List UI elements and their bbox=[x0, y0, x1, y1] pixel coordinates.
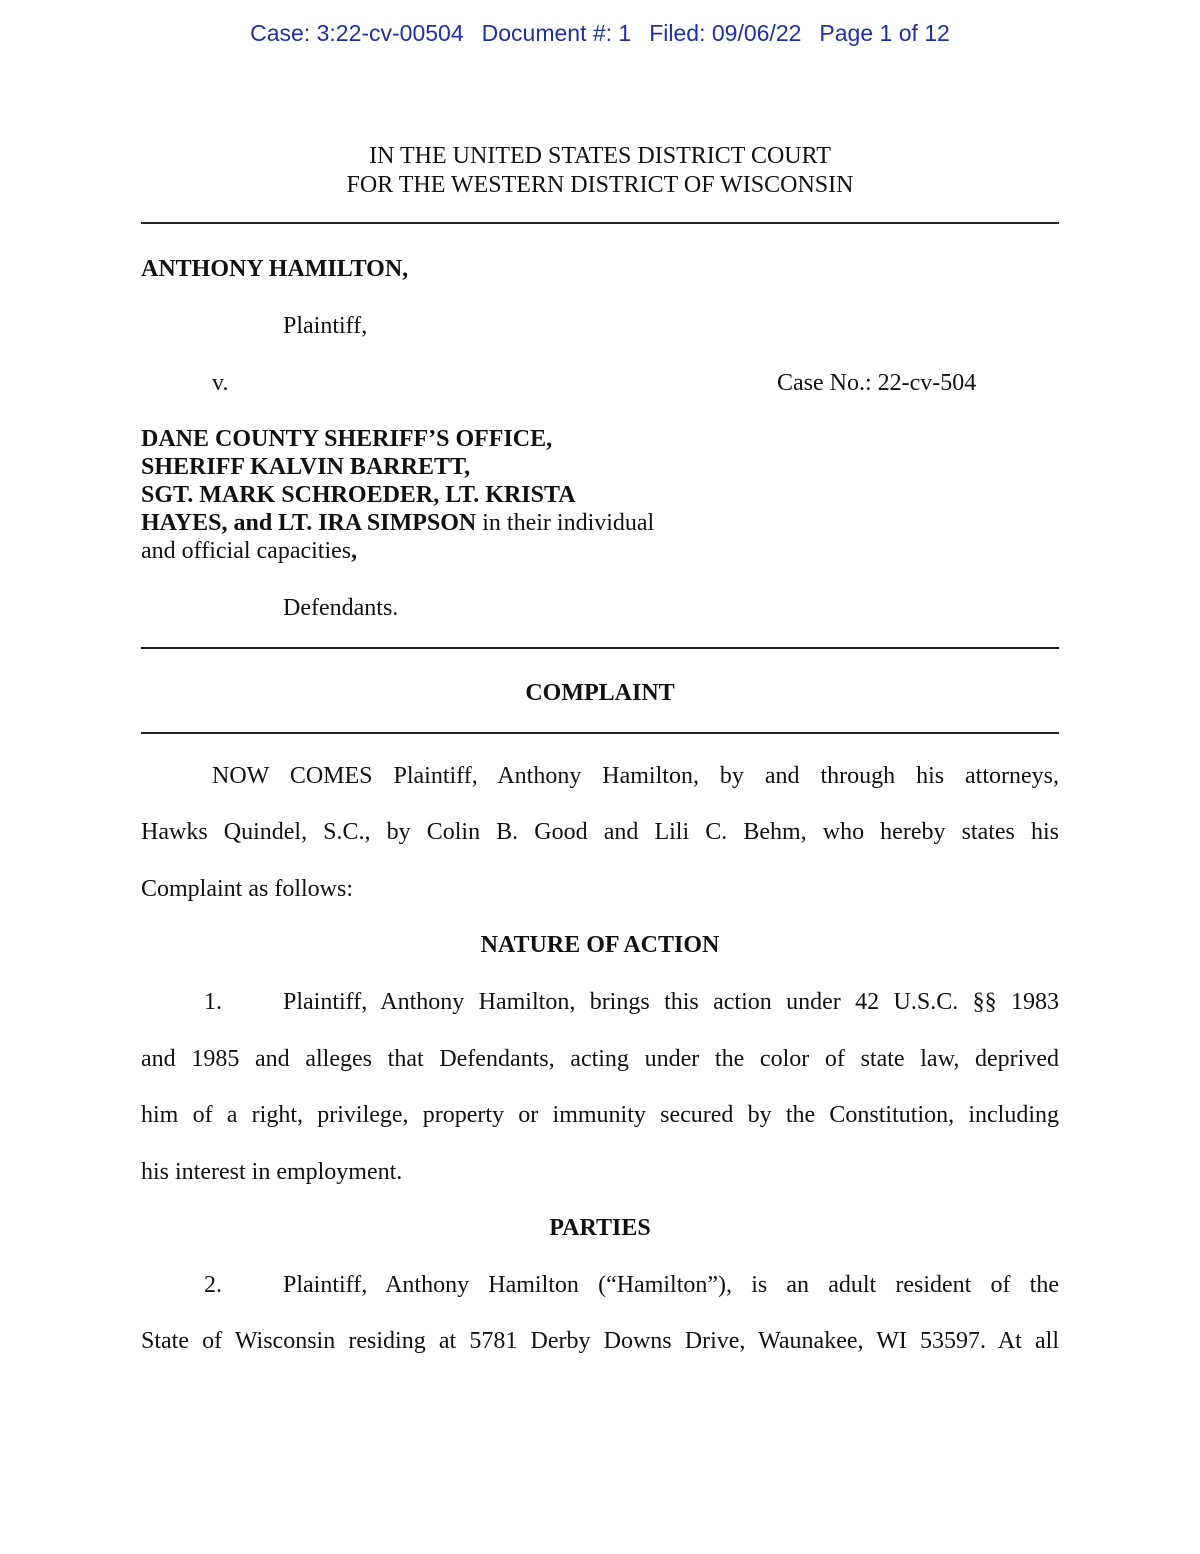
defendant-line-3: SGT. MARK SCHROEDER, LT. KRISTA bbox=[141, 482, 576, 508]
defendant-line-2: SHERIFF KALVIN BARRETT, bbox=[141, 454, 471, 480]
defendant-line-1: DANE COUNTY SHERIFF’S OFFICE, bbox=[141, 426, 553, 452]
defendant-line-5 bbox=[141, 538, 357, 565]
document-title: COMPLAINT bbox=[525, 680, 675, 706]
paragraph-2-number: 2. bbox=[204, 1272, 222, 1298]
defendant-line-4-capacity: in their individual bbox=[476, 510, 655, 536]
divider-bottom bbox=[141, 732, 1059, 734]
plaintiff-name: ANTHONY HAMILTON, bbox=[141, 256, 409, 282]
paragraph-1-number: 1. bbox=[204, 989, 222, 1015]
stamp-document-number: Document #: 1 bbox=[481, 20, 632, 46]
paragraph-1-line-1: Plaintiff, Anthony Hamilton, brings this action under 42 U.S.C. §§ 1983 bbox=[283, 989, 1059, 1015]
defendant-line-5-text: and official capacities bbox=[141, 538, 352, 564]
stamp-case-number: Case: 3:22-cv-00504 bbox=[250, 20, 464, 46]
versus: v. bbox=[212, 370, 229, 396]
section-heading-parties: PARTIES bbox=[549, 1215, 651, 1241]
section-heading-nature-of-action: NATURE OF ACTION bbox=[480, 932, 720, 958]
paragraph-2-line-1: Plaintiff, Anthony Hamilton (“Hamilton”), is an adult resident of the bbox=[283, 1272, 1059, 1298]
divider-top bbox=[141, 222, 1059, 224]
defendant-line-4-names: HAYES, and LT. IRA SIMPSON bbox=[141, 510, 477, 536]
paragraph-2-line-2: State of Wisconsin residing at 5781 Derby Downs Drive, Waunakee, WI 53597. At all bbox=[141, 1328, 1059, 1354]
intro-line-1: NOW COMES Plaintiff, Anthony Hamilton, by and through his attorneys, bbox=[212, 763, 1059, 789]
intro-line-2: Hawks Quindel, S.C., by Colin B. Good and Lili C. Behm, who hereby states his bbox=[141, 819, 1059, 845]
defendant-line-5-comma: , bbox=[351, 538, 358, 564]
ecf-header-stamp bbox=[0, 20, 1200, 47]
intro-line-3: Complaint as follows: bbox=[141, 876, 353, 902]
court-heading-line-2: FOR THE WESTERN DISTRICT OF WISCONSIN bbox=[346, 172, 854, 198]
defendant-line-4 bbox=[141, 510, 654, 537]
plaintiff-role: Plaintiff, bbox=[283, 313, 368, 339]
paragraph-1-line-3: him of a right, privilege, property or immunity secured by the Constitution, including bbox=[141, 1102, 1059, 1128]
court-heading-line-1: IN THE UNITED STATES DISTRICT COURT bbox=[369, 143, 831, 169]
paragraph-1-line-2: and 1985 and alleges that Defendants, acting under the color of state law, deprived bbox=[141, 1046, 1059, 1072]
stamp-page-number: Page 1 of 12 bbox=[819, 20, 950, 46]
paragraph-1-line-4: his interest in employment. bbox=[141, 1159, 403, 1185]
defendants-role: Defendants. bbox=[283, 595, 399, 621]
divider-middle bbox=[141, 647, 1059, 649]
court-heading bbox=[0, 142, 1200, 200]
stamp-filed-date: Filed: 09/06/22 bbox=[649, 20, 802, 46]
case-number: Case No.: 22-cv-504 bbox=[777, 370, 977, 396]
